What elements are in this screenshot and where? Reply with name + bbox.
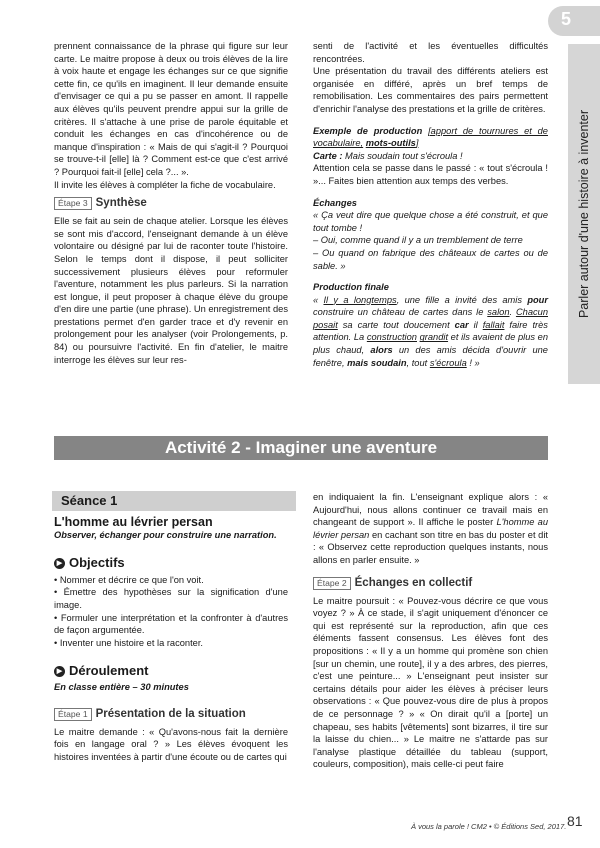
play-icon: ▶ <box>54 666 65 677</box>
etape-tag: Étape 2 <box>313 577 351 590</box>
paragraph: Attention cela se passe dans le passé : « tout s'écroula ! »... Faites bien attention aux temps des verbes. <box>313 163 548 186</box>
echange-line: « Ça veut dire que quelque chose a été construit, et que tout tombe ! <box>313 210 548 233</box>
play-icon: ▶ <box>54 558 65 569</box>
etape-title: Échanges en collectif <box>354 576 473 589</box>
paragraph: prennent connaissance de la phrase qui figure sur leur carte. Le maitre propose à deux ou trois élèves de la lire à voix haute et engage les échanges sur ce que signifie cette fin, ce qu'ils en imaginent. Il leur demande ensuite d'envisager ce qui a pu se passer en amont. Il rappelle aux élèves qu'ils peuvent prendre appui sur la grille de critères. Il s'attache à une prise de parole équitable et conduit les échanges en cas d'incohérence ou de manque d'inspiration : « Mais de qui s'agit-il ? Pourquoi se trouve-t-il [elle] là ? Comment est-ce que c'est arrivé ? Pourquoi fait-il [elle] cela ?... ». <box>54 41 288 177</box>
echange-line: – Ou quand on fabrique des châteaux de cartes ou de sable. » <box>313 247 548 271</box>
finale-text: « Il y a longtemps, une fille a invité des amis pour construire un château de cartes dans le salon. Chacun posait sa carte tout doucement car il fallait faire très attention. La construction grandit et ils avaient de plus en plus chaud, alors un des amis décida d'ouvrir une fenêtre, mais soudain, tout s'écroula ! » <box>313 294 549 368</box>
example-note-bold: mots-outils <box>365 138 416 149</box>
etape1-heading <box>54 708 288 721</box>
objectifs-heading: ▶ Objectifs <box>54 557 288 570</box>
footer-credit: À vous la parole ! CM2 • © Éditions Sed, 2017. <box>411 822 567 831</box>
example-label: Exemple de production <box>313 125 423 136</box>
paragraph: senti de l'activité et les éventuelles difficultés rencontrées. <box>313 41 548 64</box>
page-number: 81 <box>567 813 583 829</box>
activity-banner: Activité 2 - Imaginer une aventure <box>54 436 548 460</box>
chapter-sidebar <box>568 44 600 384</box>
etape3-heading <box>54 197 288 210</box>
deroulement-subtitle: En classe entière – 30 minutes <box>54 681 189 692</box>
chapter-tab <box>548 6 600 36</box>
etape-title: Synthèse <box>95 197 147 210</box>
seance-subtitle: Observer, échanger pour construire une narration. <box>54 529 277 540</box>
carte-line <box>313 150 548 163</box>
list-item: • Nommer et décrire ce que l'on voit. <box>54 574 288 587</box>
example-heading: Exemple de production [apport de tournures et de vocabulaire, mots-outils] <box>313 125 548 149</box>
carte-text: Mais soudain tout s'écroula ! <box>345 150 463 161</box>
etape-tag: Étape 3 <box>54 197 92 210</box>
example-note: [apport de tournures et de vocabulaire, <box>313 125 548 149</box>
paragraph: Elle se fait au sein de chaque atelier. Lorsque les élèves se sont mis d'accord, l'enseignant demande à un élève volontaire ou désigné par lui de raconter toute l'histoire. Selon le temps dont il dispose, il peut solliciter successivement plusieurs élèves pour reformuler l'aventure, notamment les plus parleurs. Si la narration est longue, il peut proposer à chaque élève du groupe d'en dire une partie (une phrase). Un enregistrement des prestations permet d'en garder trace et d'y revenir en prolongement pour les analyser (voir Prolongements, p. 84) ou poursuivre l'activité. En fin d'atelier, le maitre interroge les élèves sur leur res- <box>54 216 288 365</box>
bottom-right-column <box>313 491 548 771</box>
paragraph: en indiquaient la fin. L'enseignant explique alors : « Aujourd'hui, nous allons continuer ce travail mais en changeant de support ». Il affiche le poster L'homme au lévrier persan en cachant son titre en bas du poster et dit : « Observez cette reproduction quelques instants, nous allons en parler ensuite. » <box>313 492 548 565</box>
finale-label: Production finale <box>313 282 389 293</box>
etape2-heading <box>313 577 548 590</box>
etape-title: Présentation de la situation <box>95 707 246 720</box>
carte-label: Carte : <box>313 150 343 161</box>
seance-title: L'homme au lévrier persan <box>54 515 213 529</box>
paragraph: Une présentation du travail des différents ateliers est organisée en différé, après un bref temps de remobilisation. Les commentaires des pairs permettent d'enrichir l'analyse des prestations et la grille de critères. <box>313 66 548 114</box>
seance-label: Séance 1 <box>52 491 296 511</box>
deroulement-heading: ▶ Déroulement <box>54 665 288 678</box>
echanges-label: Échanges <box>313 197 357 208</box>
top-left-column <box>54 40 288 366</box>
etape-tag: Étape 1 <box>54 708 92 721</box>
sidebar-title: Parler autour d'une histoire à inventer <box>577 109 591 319</box>
objectifs-list <box>54 574 288 650</box>
echange-line: – Oui, comme quand il y a un tremblement de terre <box>313 235 523 246</box>
paragraph: Il invite les élèves à compléter la fiche de vocabulaire. <box>54 179 276 190</box>
paragraph: Le maitre poursuit : « Pouvez-vous décrire ce que vous voyez ? » À ce stade, il s'agit uniquement d'énoncer ce qui est représenté sur la reproduction, afin que ces éléments fassent consensus. Les élèves font des propositions : « Il y a un homme qui promène son chien [sur un chemin, une route], il y a des arbres, des pierres, c'est une peinture... » L'enseignant peut insister sur certains détails pour aider les élèves à préciser leurs observations : « Que pouvez-vous dire de plus à propos de ce personnage ? » « On dirait qu'il a [porte] un chapeau, ses habits [vêtements] sont bizarres, il tire sur la laisse du chien... » Le maitre ne s'attarde pas sur l'analyse plastique détaillée du tableau (support, couleurs, composition), mais celle-ci peut faire <box>313 595 548 770</box>
list-item: • Émettre des hypothèses sur la signification d'une image. <box>54 586 288 611</box>
chapter-number: 5 <box>561 9 572 29</box>
bottom-left-column <box>54 516 288 763</box>
top-right-column <box>313 40 548 369</box>
paragraph: Le maitre demande : « Qu'avons-nous fait la dernière fois en langage oral ? » Les élèves évoquent les histoires inventées à partir d'une écoute ou de cartes qui <box>54 726 288 762</box>
list-item: • Formuler une interprétation et la confronter à d'autres de façon argumentée. <box>54 612 288 637</box>
list-item: • Inventer une histoire et la raconter. <box>54 637 288 650</box>
